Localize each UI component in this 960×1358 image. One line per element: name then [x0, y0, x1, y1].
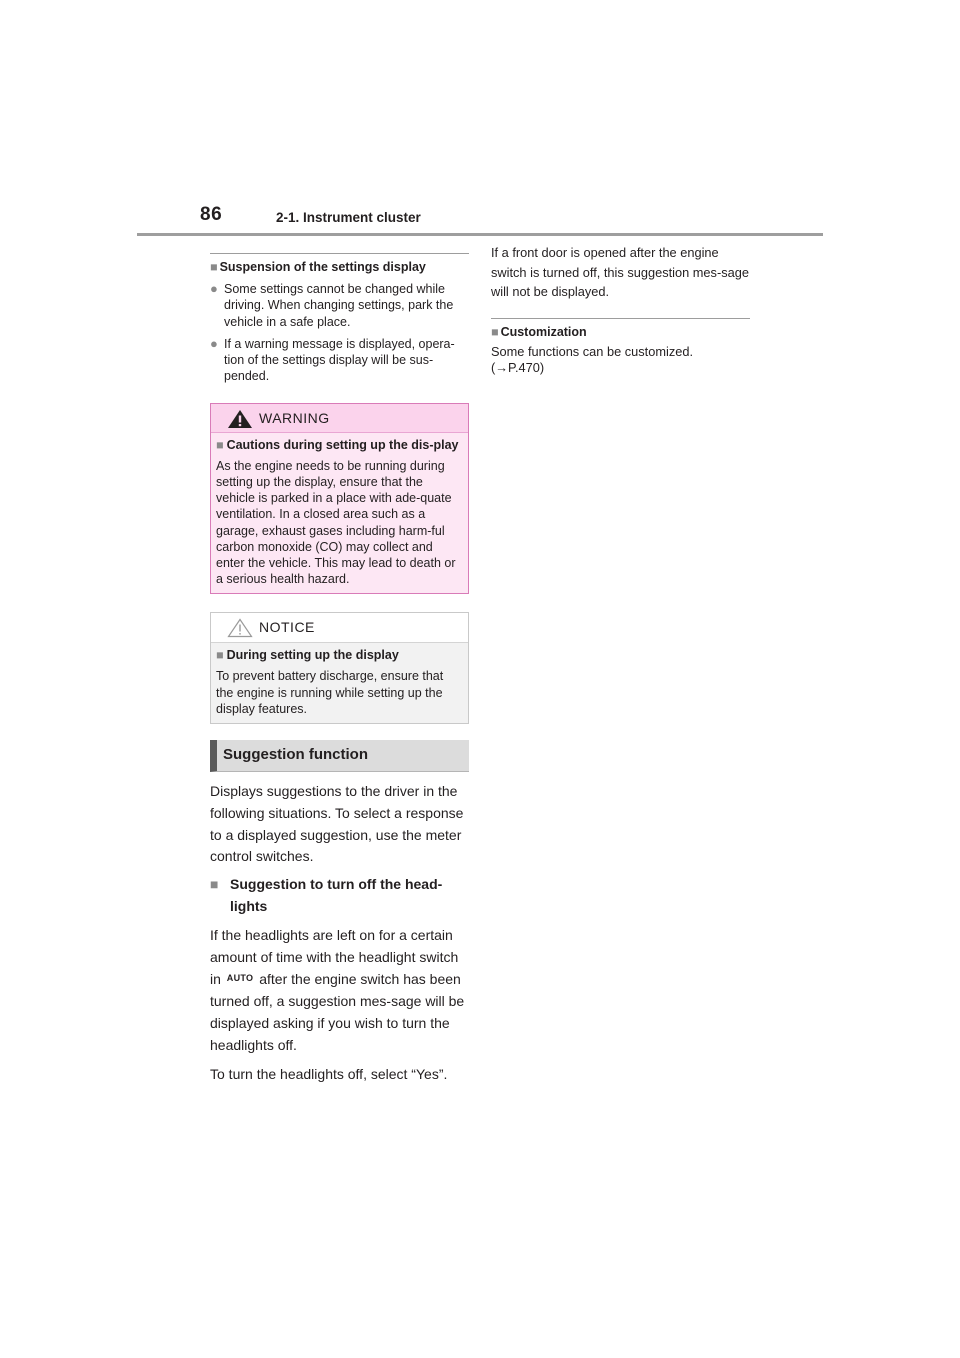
warning-body — [211, 433, 468, 594]
warning-text: As the engine needs to be running during setting up the display, ensure that the vehicle is parked in a place with ade-quate ventilation. In a closed area such as a garage, exhaust gases including harm-ful carbon monoxide (CO) may collect and enter the vehicle. This may lead to death or a serious health hazard. — [216, 458, 456, 587]
notice-subheading — [216, 647, 462, 664]
divider — [491, 318, 750, 319]
warning-box — [210, 403, 469, 595]
left-column — [210, 253, 469, 1085]
bullet-icon: ● — [210, 335, 218, 351]
notice-triangle-icon — [227, 618, 253, 638]
square-bullet-icon: ■ — [491, 324, 499, 339]
customization-text: Some functions can be customized. — [491, 343, 694, 359]
warning-triangle-icon — [227, 409, 253, 429]
customization-paragraph — [491, 344, 750, 377]
notice-header — [211, 613, 468, 643]
bullet-text: Some settings cannot be changed while driving. When changing settings, park the vehicle in a safe place. — [224, 282, 454, 329]
page-number: 86 — [200, 204, 223, 225]
customization-heading-text: Customization — [500, 324, 587, 339]
warning-subheading — [216, 437, 462, 454]
page-reference-link[interactable]: (→P.470) — [491, 360, 545, 375]
auto-icon: AUTO — [226, 973, 254, 984]
square-bullet-icon: ■ — [216, 437, 224, 452]
notice-subheading-text: During setting up the display — [226, 648, 399, 663]
right-column — [491, 243, 750, 377]
headlights-heading-text: Suggestion to turn off the head-lights — [230, 876, 443, 914]
notice-text: To prevent battery discharge, ensure that the engine is running while setting up the display features. — [216, 669, 444, 716]
warning-label: WARNING — [259, 409, 330, 426]
square-bullet-icon: ■ — [216, 648, 224, 663]
section-band — [210, 740, 469, 772]
customization-heading — [491, 325, 750, 339]
notice-body — [211, 643, 468, 723]
bullet-text: If a warning message is displayed, opera-tion of the settings display will be sus-pended. — [224, 336, 455, 384]
list-item — [210, 281, 469, 330]
suspension-heading-text: Suspension of the settings display — [219, 260, 426, 274]
warning-subheading-text: Cautions during setting up the dis-play — [226, 437, 459, 452]
headlights-text-2: after the engine switch has been turned off, a suggestion mes-sage will be displayed asking if you wish to turn the headlights off. — [210, 971, 465, 1053]
divider — [210, 253, 469, 254]
front-door-paragraph: If a front door is opened after the engine switch is turned off, this suggestion mes-sage will not be displayed. — [491, 245, 749, 299]
bullet-icon: ● — [210, 281, 218, 296]
headlights-heading — [210, 874, 469, 918]
header-rule — [137, 233, 823, 236]
headlights-paragraph — [210, 925, 469, 1057]
warning-header — [211, 404, 468, 433]
square-bullet-icon: ■ — [210, 876, 219, 893]
list-item — [210, 336, 469, 385]
section-title: 2-1. Instrument cluster — [276, 210, 421, 225]
headlights-text-1: If the headlights are left on for a certain amount of time with the headlight switch in — [210, 926, 459, 988]
suspension-heading — [210, 259, 469, 275]
intro-paragraph: Displays suggestions to the driver in the following situations. To select a response to a displayed suggestion, use the meter control switches. — [210, 783, 464, 865]
headlights-instruction: To turn the headlights off, select “Yes”. — [210, 1065, 448, 1082]
band-title: Suggestion function — [223, 746, 368, 764]
notice-box — [210, 612, 469, 724]
square-bullet-icon: ■ — [210, 260, 218, 274]
notice-label: NOTICE — [259, 619, 315, 636]
